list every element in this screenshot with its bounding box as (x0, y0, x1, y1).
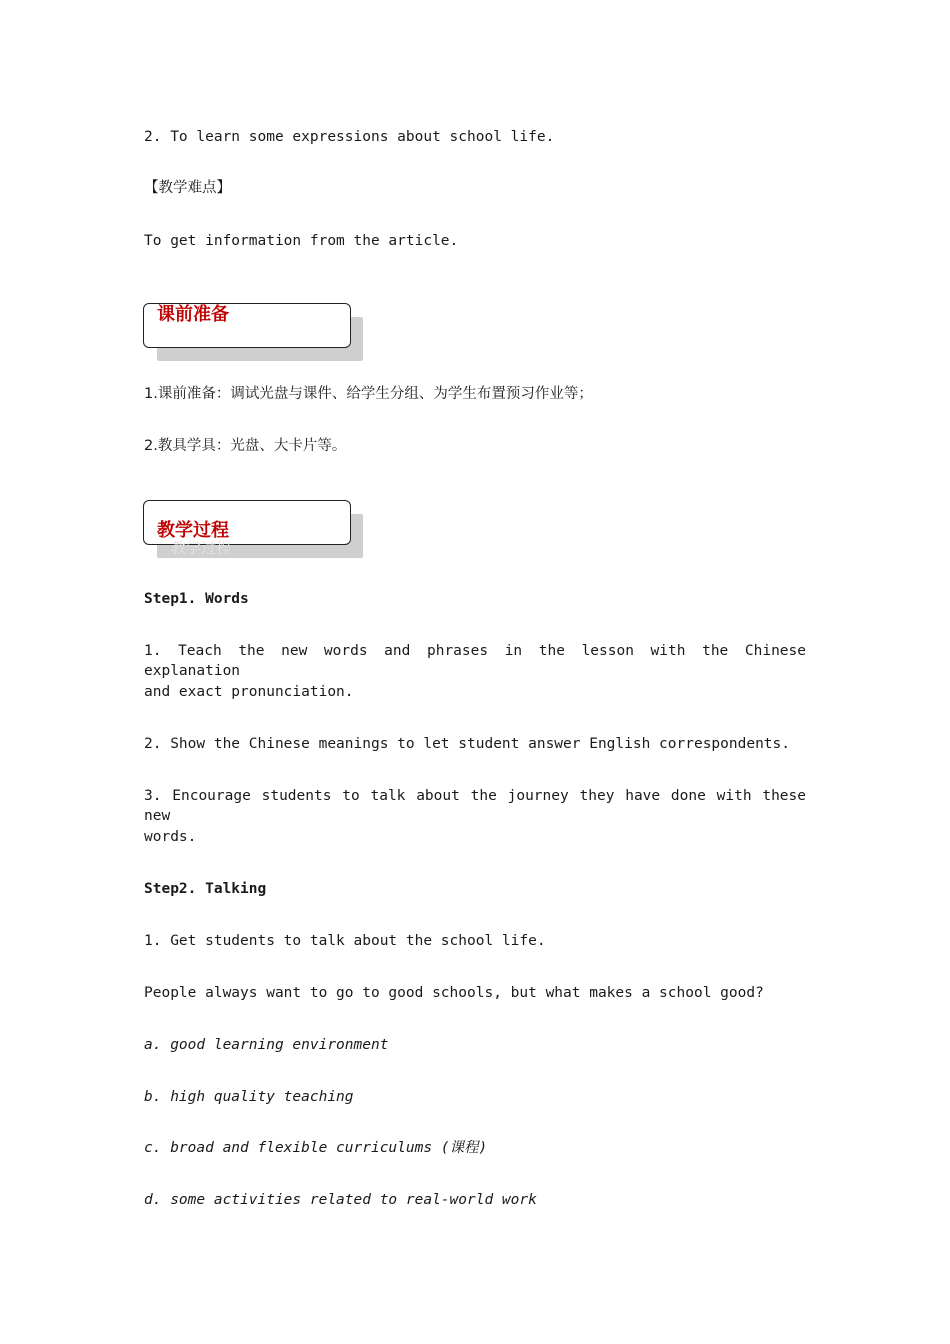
step1-item-2: 2. Show the Chinese meanings to let student answer English correspondents. (144, 736, 791, 752)
step1-item-3-line-1: 3. Encourage students to talk about the journey they have done with these new (144, 788, 806, 824)
preparation-title-box (143, 303, 365, 361)
process-title-shadow-text: 教学过程 (171, 540, 232, 555)
difficulty-heading: 【教学难点】 (144, 180, 231, 196)
option-c: c. broad and flexible curriculums (课程) (144, 1140, 488, 1156)
process-title: 教学过程 (157, 520, 229, 541)
step2-item-1: 1. Get students to talk about the school life. (144, 933, 546, 949)
step1-item-3-line-2: words. (144, 829, 197, 845)
option-b: b. high quality teaching (144, 1089, 354, 1105)
objective-item-2: 2. To learn some expressions about school life. (144, 129, 555, 145)
difficulty-text: To get information from the article. (144, 233, 459, 249)
step1-item-1-line-2: and exact pronunciation. (144, 684, 354, 700)
preparation-title: 课前准备 (157, 304, 229, 325)
preparation-item-1: 1.课前准备：调试光盘与课件、给学生分组、为学生布置预习作业等； (144, 386, 593, 402)
preparation-item-2: 2.教具学具：光盘、大卡片等。 (144, 438, 347, 454)
step1-heading: Step1. Words (144, 591, 249, 607)
step1-item-1-line-1: 1. Teach the new words and phrases in the lesson with the Chinese explanation (144, 643, 806, 679)
step2-question: People always want to go to good schools, but what makes a school good? (144, 985, 764, 1001)
process-title-box (143, 500, 365, 558)
option-a: a. good learning environment (144, 1037, 389, 1053)
step2-heading: Step2. Talking (144, 881, 267, 897)
option-d: d. some activities related to real-world work (144, 1192, 537, 1208)
